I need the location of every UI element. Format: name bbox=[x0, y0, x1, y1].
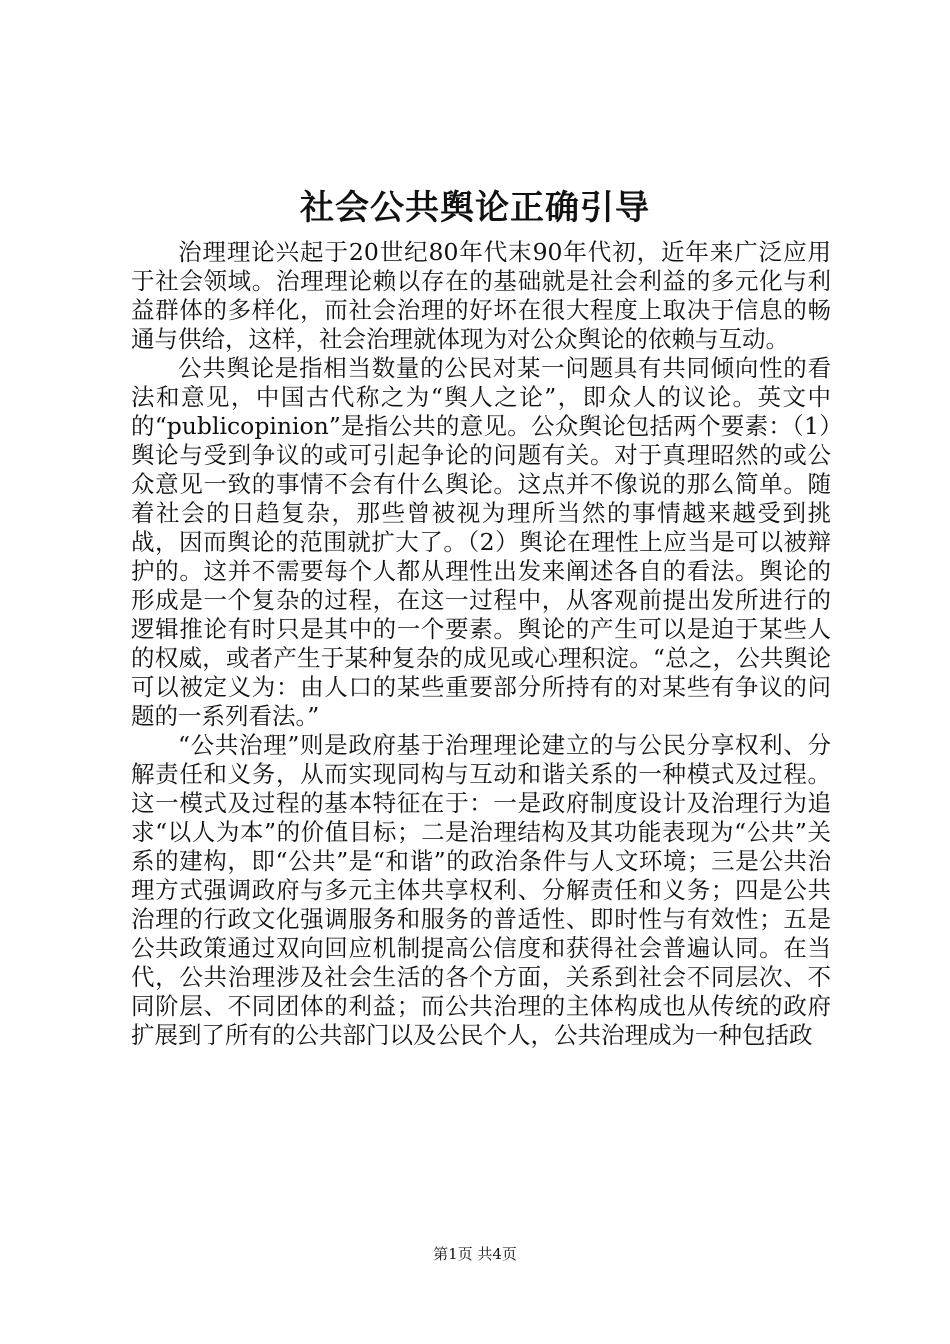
paragraph-1: 治理理论兴起于20世纪80年代末90年代初，近年来广泛应用于社会领域。治理理论赖以存在的基础就是社会利益的多元化与利益群体的多样化，而社会治理的好坏在很大程度上取决于信息的畅通与供给，这样，社会治理就体现为对公众舆论的依赖与互动。 bbox=[131, 238, 831, 353]
paragraph-2: 公共舆论是指相当数量的公民对某一问题具有共同倾向性的看法和意见，中国古代称之为“舆人之论”，即众人的议论。英文中的“publicopinion”是指公共的意见。公众舆论包括两个要素：（1）舆论与受到争议的或可引起争论的问题有关。对于真理昭然的或公众意见一致的事情不会有什么舆论。这点并不像说的那么简单。随着社会的日趋复杂，那些曾被视为理所当然的事情越来越受到挑战，因而舆论的范围就扩大了。（2）舆论在理性上应当是可以被辩护的。这并不需要每个人都从理性出发来阐述各自的看法。舆论的形成是一个复杂的过程，在这一过程中，从客观前提出发所进行的逻辑推论有时只是其中的一个要素。舆论的产生可以是迫于某些人的权威，或者产生于某种复杂的成见或心理积淀。“总之，公共舆论可以被定义为：由人口的某些重要部分所持有的对某些有争议的问题的一系列看法。” bbox=[131, 354, 831, 730]
document-title: 社会公共舆论正确引导 bbox=[300, 188, 650, 228]
document-body bbox=[131, 238, 831, 1050]
paragraph-3: “公共治理”则是政府基于治理理论建立的与公民分享权利、分解责任和义务，从而实现同构与互动和谐关系的一种模式及过程。这一模式及过程的基本特征在于：一是政府制度设计及治理行为追求“以人为本”的价值目标；二是治理结构及其功能表现为“公共”关系的建构，即“公共”是“和谐”的政治条件与人文环境；三是公共治理方式强调政府与多元主体共享权利、分解责任和义务；四是公共治理的行政文化强调服务和服务的普适性、即时性与有效性；五是公共政策通过双向回应机制提高公信度和获得社会普遍认同。在当代，公共治理涉及社会生活的各个方面，关系到社会不同层次、不同阶层、不同团体的利益；而公共治理的主体构成也从传统的政府扩展到了所有的公共部门以及公民个人，公共治理成为一种包括政 bbox=[131, 731, 831, 1049]
page-number-footer: 第1页 共4页 bbox=[433, 1245, 517, 1263]
